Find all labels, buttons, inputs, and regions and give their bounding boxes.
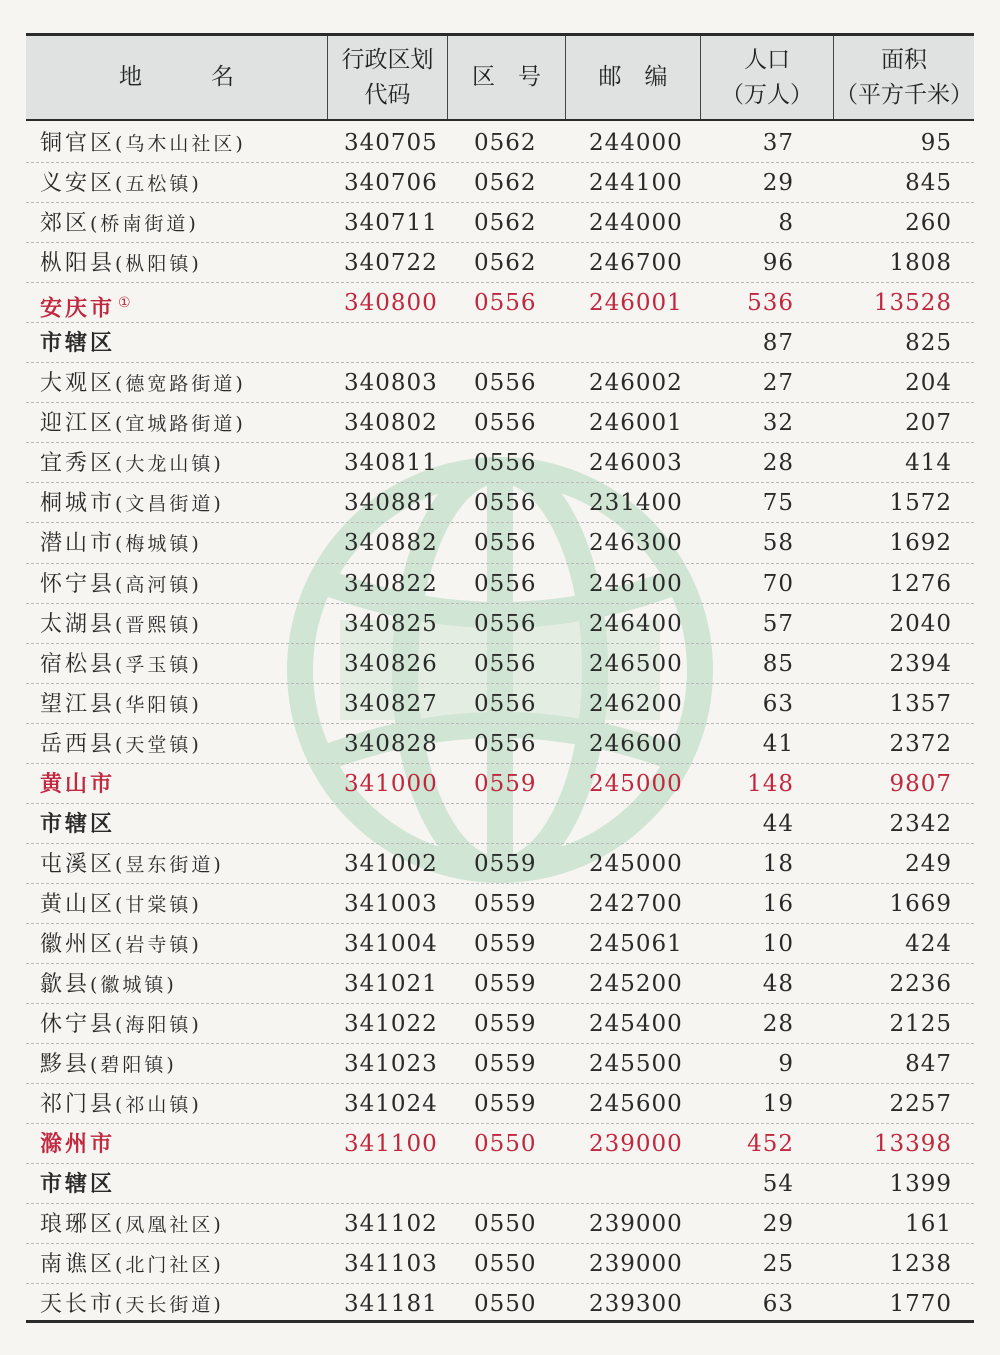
population: 148 (747, 770, 794, 797)
postcode: 239000 (589, 1131, 683, 1158)
population: 41 (762, 730, 794, 757)
population: 28 (762, 450, 794, 477)
seat-name: (海阳镇) (115, 1014, 202, 1037)
population: 63 (762, 690, 794, 717)
bottom-rule (26, 1320, 974, 1323)
admin-code: 340802 (344, 410, 438, 437)
postcode: 244000 (589, 210, 683, 237)
land-area: 1808 (889, 250, 952, 277)
seat-name: (文昌街道) (115, 493, 224, 516)
table-row (26, 1124, 974, 1164)
place-name: 铜官区 (40, 131, 116, 156)
table-row (26, 1204, 974, 1244)
place-name-cell (40, 323, 115, 363)
postcode: 245500 (589, 1051, 683, 1078)
postcode: 245200 (589, 970, 683, 997)
seat-name: (碧阳镇) (90, 1054, 177, 1077)
area-code: 0559 (474, 970, 537, 997)
admin-code: 341181 (344, 1291, 438, 1318)
population: 536 (747, 290, 794, 317)
population: 28 (762, 1011, 794, 1038)
place-name: 琅琊区 (40, 1212, 116, 1238)
admin-code: 341023 (344, 1051, 438, 1078)
place-name: 市辖区 (40, 1172, 116, 1198)
table-body (26, 123, 974, 1324)
postcode: 246002 (589, 370, 683, 397)
population: 29 (762, 1211, 794, 1238)
seat-name: (德宽路街道) (115, 373, 246, 396)
seat-name: (徽城镇) (90, 973, 177, 996)
area-code: 0562 (474, 210, 537, 237)
seat-name: (天堂镇) (115, 733, 202, 756)
seat-name: (天长街道) (115, 1294, 224, 1317)
header-code: 行政区划 代码 (328, 36, 448, 119)
seat-name: (五松镇) (115, 173, 202, 196)
table-row (26, 1164, 974, 1204)
table-row (26, 443, 974, 483)
place-name-cell (40, 1044, 177, 1084)
admin-code: 341022 (344, 1011, 438, 1038)
table-header (26, 33, 974, 121)
admin-code: 341003 (344, 890, 438, 917)
table-row (26, 804, 974, 844)
place-name-cell (40, 1204, 224, 1244)
postcode: 245000 (589, 770, 683, 797)
postcode: 244000 (589, 130, 683, 156)
land-area: 2125 (889, 1011, 952, 1038)
table-row (26, 523, 974, 563)
land-area: 1238 (889, 1251, 952, 1278)
place-name: 休宁县 (40, 1012, 116, 1038)
table-row (26, 323, 974, 363)
area-code: 0556 (474, 530, 537, 557)
place-name-cell (40, 964, 177, 1004)
place-name-cell (40, 123, 246, 163)
admin-code: 341002 (344, 850, 438, 877)
admin-code: 340722 (344, 250, 438, 277)
area-code: 0556 (474, 490, 537, 517)
population: 18 (762, 850, 794, 877)
table-row (26, 1244, 974, 1284)
population: 48 (762, 970, 794, 997)
postcode: 244100 (589, 170, 683, 197)
admin-code: 340827 (344, 690, 438, 717)
area-code: 0556 (474, 690, 537, 717)
header-area-code: 区 号 (448, 36, 566, 119)
header-population: 人口 （万人） (701, 36, 834, 119)
table-row (26, 283, 974, 323)
population: 8 (778, 210, 794, 237)
admin-code: 340826 (344, 650, 438, 677)
admin-code: 341004 (344, 930, 438, 957)
place-name: 滁州市 (40, 1132, 116, 1158)
seat-name: (乌木山社区) (115, 133, 246, 155)
population: 87 (762, 330, 794, 357)
place-name-cell (40, 924, 202, 964)
admin-code: 340800 (344, 290, 438, 317)
area-code: 0562 (474, 170, 537, 197)
place-name-cell (40, 564, 202, 604)
area-code: 0556 (474, 730, 537, 757)
seat-name: (华阳镇) (115, 693, 202, 716)
admin-code: 340882 (344, 530, 438, 557)
population: 75 (762, 490, 794, 517)
place-name: 南谯区 (40, 1252, 116, 1278)
land-area: 414 (905, 450, 952, 477)
land-area: 2257 (889, 1091, 952, 1118)
place-name: 歙县 (40, 971, 91, 997)
table-row (26, 564, 974, 604)
seat-name: (晋熙镇) (115, 613, 202, 636)
place-name-cell (40, 483, 224, 523)
area-code: 0556 (474, 370, 537, 397)
area-code: 0550 (474, 1291, 537, 1318)
admin-code: 340828 (344, 730, 438, 757)
population: 70 (762, 570, 794, 597)
place-name: 徽州区 (40, 931, 116, 957)
table-row (26, 884, 974, 924)
postcode: 246500 (589, 650, 683, 677)
table-row (26, 684, 974, 724)
area-code: 0556 (474, 290, 537, 317)
land-area: 204 (905, 370, 952, 397)
land-area: 424 (905, 930, 952, 957)
place-name-cell (40, 163, 202, 203)
postcode: 246400 (589, 610, 683, 637)
place-name: 岳西县 (40, 731, 116, 757)
area-code: 0556 (474, 610, 537, 637)
land-area: 1669 (889, 890, 952, 917)
place-name: 黟县 (40, 1052, 91, 1078)
admin-code: 341102 (344, 1211, 438, 1238)
population: 25 (762, 1251, 794, 1278)
table-row (26, 764, 974, 804)
land-area: 1357 (889, 690, 952, 717)
header-postcode: 邮 编 (566, 36, 701, 119)
area-code: 0559 (474, 1011, 537, 1038)
area-code: 0559 (474, 930, 537, 957)
population: 63 (762, 1291, 794, 1318)
place-name-cell (40, 1084, 202, 1124)
population: 85 (762, 650, 794, 677)
area-code: 0562 (474, 250, 537, 277)
area-code: 0550 (474, 1131, 537, 1158)
table-row (26, 203, 974, 243)
population: 96 (762, 250, 794, 277)
postcode: 239000 (589, 1211, 683, 1238)
land-area: 249 (905, 850, 952, 877)
admin-code: 340706 (344, 170, 438, 197)
table-row (26, 644, 974, 684)
population: 27 (762, 370, 794, 397)
postcode: 245000 (589, 850, 683, 877)
area-code: 0559 (474, 850, 537, 877)
table-row (26, 964, 974, 1004)
land-area: 1276 (889, 570, 952, 597)
place-name-cell (40, 1124, 115, 1164)
place-name: 枞阳县 (40, 251, 116, 277)
header-area: 面积 （平方千米） (835, 46, 973, 108)
land-area: 2372 (889, 730, 952, 757)
area-code: 0562 (474, 130, 537, 156)
area-code: 0556 (474, 450, 537, 477)
place-name-cell (40, 844, 224, 884)
area-code: 0556 (474, 570, 537, 597)
seat-name: (梅城镇) (115, 533, 202, 556)
area-code: 0556 (474, 650, 537, 677)
postcode: 246003 (589, 450, 683, 477)
place-name: 黄山区 (40, 891, 116, 917)
area-code: 0559 (474, 1051, 537, 1078)
land-area: 2040 (889, 610, 952, 637)
place-name-cell (40, 203, 199, 243)
area-code: 0559 (474, 890, 537, 917)
population: 44 (762, 810, 794, 837)
admin-code: 341103 (344, 1251, 438, 1278)
place-name-cell (40, 1284, 224, 1324)
area-code: 0559 (474, 770, 537, 797)
header-name: 地 名 (26, 36, 328, 119)
seat-name: (枞阳镇) (115, 253, 202, 276)
area-code: 0556 (474, 410, 537, 437)
population: 57 (762, 610, 794, 637)
table-row (26, 403, 974, 443)
footnote-marker: ① (118, 295, 132, 312)
land-area: 1399 (889, 1171, 952, 1198)
place-name: 桐城市 (40, 491, 116, 517)
admin-code: 340711 (344, 210, 438, 237)
seat-name: (高河镇) (115, 573, 202, 596)
population: 29 (762, 170, 794, 197)
postcode: 246001 (589, 290, 683, 317)
land-area: 2342 (889, 810, 952, 837)
place-name: 迎江区 (40, 411, 116, 437)
population: 54 (762, 1171, 794, 1198)
admin-code: 341100 (344, 1131, 438, 1158)
postcode: 246700 (589, 250, 683, 277)
population: 37 (762, 130, 794, 156)
place-name-cell (40, 243, 202, 283)
land-area: 2394 (889, 650, 952, 677)
area-code: 0550 (474, 1211, 537, 1238)
table-row (26, 123, 974, 163)
place-name: 安庆市 (40, 296, 116, 322)
seat-name: (桥南街道) (90, 213, 199, 236)
place-name-cell (40, 283, 132, 323)
land-area: 847 (905, 1051, 952, 1078)
place-name: 潜山市 (40, 531, 116, 557)
admin-code: 341000 (344, 770, 438, 797)
postcode: 245061 (589, 930, 683, 957)
population: 452 (747, 1131, 794, 1158)
land-area: 13528 (873, 290, 952, 317)
table-row (26, 844, 974, 884)
place-name: 黄山市 (40, 771, 116, 797)
admin-code: 341021 (344, 970, 438, 997)
population: 19 (762, 1091, 794, 1118)
postcode: 242700 (589, 890, 683, 917)
seat-name: (凤凰社区) (115, 1214, 224, 1237)
land-area: 825 (905, 330, 952, 357)
place-name: 屯溪区 (40, 851, 116, 877)
area-code: 0559 (474, 1091, 537, 1118)
place-name-cell (40, 804, 115, 844)
population: 10 (762, 930, 794, 957)
place-name-cell (40, 1164, 115, 1204)
place-name: 大观区 (40, 371, 116, 397)
seat-name: (北门社区) (115, 1254, 224, 1277)
place-name-cell (40, 443, 224, 483)
postcode: 245400 (589, 1011, 683, 1038)
table-row (26, 724, 974, 764)
table-row (26, 1084, 974, 1124)
place-name-cell (40, 1004, 202, 1044)
seat-name: (甘棠镇) (115, 893, 202, 916)
population: 16 (762, 890, 794, 917)
table-row (26, 1044, 974, 1084)
admin-code: 340881 (344, 490, 438, 517)
postcode: 245600 (589, 1091, 683, 1118)
place-name: 郊区 (40, 211, 91, 237)
table-row (26, 924, 974, 964)
place-name-cell (40, 884, 202, 924)
admin-code: 340705 (344, 130, 438, 156)
population: 32 (762, 410, 794, 437)
place-name: 天长市 (40, 1292, 116, 1318)
table-row (26, 1004, 974, 1044)
postcode: 239300 (589, 1291, 683, 1318)
land-area: 13398 (873, 1131, 952, 1158)
postcode: 246100 (589, 570, 683, 597)
place-name-cell (40, 403, 246, 443)
postcode: 231400 (589, 490, 683, 517)
table-row (26, 243, 974, 283)
admin-code: 341024 (344, 1091, 438, 1118)
place-name-cell (40, 644, 202, 684)
place-name: 太湖县 (40, 611, 116, 637)
land-area: 161 (905, 1211, 952, 1238)
place-name: 祁门县 (40, 1092, 116, 1118)
place-name-cell (40, 764, 115, 804)
place-name-cell (40, 724, 202, 764)
seat-name: (岩寺镇) (115, 933, 202, 956)
place-name-cell (40, 523, 202, 563)
land-area: 1770 (889, 1291, 952, 1318)
table-row (26, 1284, 974, 1324)
area-code: 0550 (474, 1251, 537, 1278)
seat-name: (昱东街道) (115, 853, 224, 876)
postcode: 246001 (589, 410, 683, 437)
admin-code: 340822 (344, 570, 438, 597)
place-name: 市辖区 (40, 811, 116, 837)
seat-name: (孚玉镇) (115, 653, 202, 676)
postcode: 239000 (589, 1251, 683, 1278)
postcode: 246600 (589, 730, 683, 757)
place-name-cell (40, 684, 202, 724)
population: 58 (762, 530, 794, 557)
place-name: 义安区 (40, 171, 116, 197)
land-area: 95 (920, 130, 952, 156)
seat-name: (大龙山镇) (115, 453, 224, 476)
land-area: 207 (905, 410, 952, 437)
table-row (26, 163, 974, 203)
population: 9 (778, 1051, 794, 1078)
place-name-cell (40, 363, 246, 403)
table-row (26, 363, 974, 403)
land-area: 2236 (889, 970, 952, 997)
admin-code: 340825 (344, 610, 438, 637)
place-name: 市辖区 (40, 331, 116, 357)
table-row (26, 483, 974, 523)
land-area: 9807 (889, 770, 952, 797)
place-name: 宿松县 (40, 651, 116, 677)
postcode: 246300 (589, 530, 683, 557)
place-name-cell (40, 1244, 224, 1284)
admin-code: 340811 (344, 450, 438, 477)
land-area: 260 (905, 210, 952, 237)
postcode: 246200 (589, 690, 683, 717)
place-name-cell (40, 604, 202, 644)
land-area: 845 (905, 170, 952, 197)
land-area: 1692 (889, 530, 952, 557)
seat-name: (宜城路街道) (115, 413, 246, 436)
place-name: 怀宁县 (40, 571, 116, 597)
place-name: 宜秀区 (40, 451, 116, 477)
table-row (26, 604, 974, 644)
land-area: 1572 (889, 490, 952, 517)
seat-name: (祁山镇) (115, 1094, 202, 1117)
place-name: 望江县 (40, 691, 116, 717)
admin-code: 340803 (344, 370, 438, 397)
